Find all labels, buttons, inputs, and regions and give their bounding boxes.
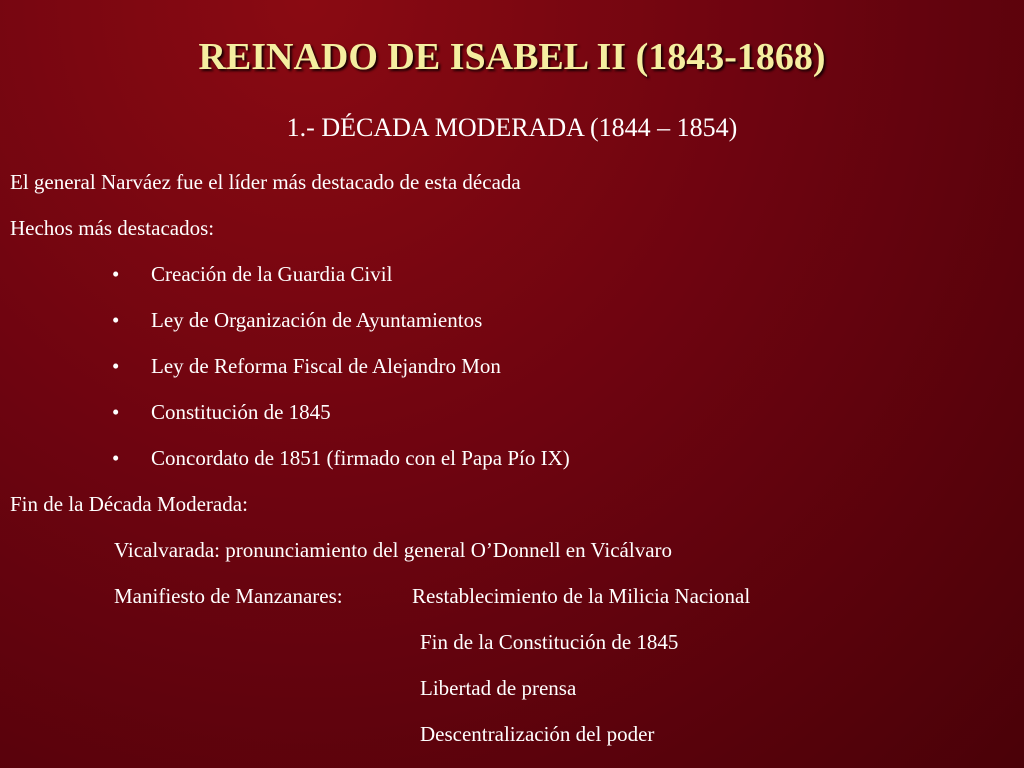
- manifesto-point: Libertad de prensa: [420, 676, 577, 700]
- manifesto-point: Descentralización del poder: [420, 722, 655, 746]
- vicalvarada-text: Vicalvarada: pronunciamiento del general O’Donnell en Vicálvaro: [114, 538, 673, 562]
- fact-text: Constitución de 1845: [151, 400, 331, 424]
- intro-text: El general Narváez fue el líder más destacado de esta década: [10, 170, 521, 194]
- manifesto-point: Restablecimiento de la Milicia Nacional: [412, 584, 751, 608]
- slide-title: REINADO DE ISABEL II (1843-1868): [198, 36, 826, 78]
- bullet-icon: •: [112, 400, 120, 424]
- fact-text: Ley de Reforma Fiscal de Alejandro Mon: [151, 354, 501, 378]
- end-heading: Fin de la Década Moderada:: [10, 492, 248, 516]
- facts-heading: Hechos más destacados:: [10, 216, 215, 240]
- bullet-icon: •: [112, 262, 120, 286]
- fact-text: Creación de la Guardia Civil: [151, 262, 393, 286]
- bullet-icon: •: [112, 308, 120, 332]
- manifesto-point: Fin de la Constitución de 1845: [420, 630, 679, 654]
- fact-text: Concordato de 1851 (firmado con el Papa Pío IX): [151, 446, 570, 470]
- slide-subtitle: 1.- DÉCADA MODERADA (1844 – 1854): [286, 113, 738, 142]
- bullet-icon: •: [112, 354, 120, 378]
- manifesto-label: Manifiesto de Manzanares:: [114, 584, 343, 608]
- bullet-icon: •: [112, 446, 120, 470]
- fact-text: Ley de Organización de Ayuntamientos: [151, 308, 483, 332]
